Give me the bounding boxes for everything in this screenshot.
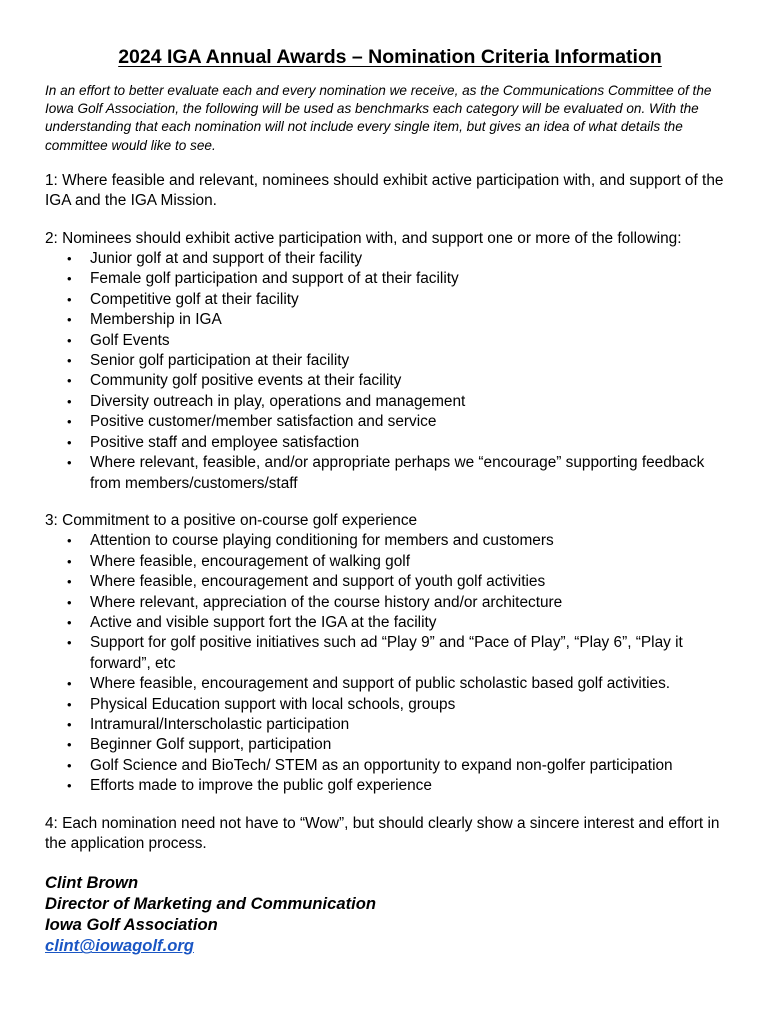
bullet-item: [67, 735, 735, 755]
signature-organization: Iowa Golf Association: [45, 915, 218, 935]
bullet-item: [67, 310, 735, 330]
bullet-dot-icon: •: [67, 271, 72, 287]
bullet-text: Beginner Golf support, participation: [90, 736, 332, 754]
bullet-dot-icon: •: [67, 455, 72, 471]
bullet-dot-icon: •: [67, 614, 72, 630]
criterion-bullet-list: [45, 531, 735, 796]
bullet-text: Diversity outreach in play, operations and management: [90, 392, 466, 410]
bullet-item: [67, 433, 735, 453]
bullet-text: Golf Science and BioTech/ STEM as an opportunity to expand non-golfer participation: [90, 756, 673, 774]
bullet-text: Where feasible, encouragement and support of youth golf activities: [90, 573, 546, 591]
bullet-dot-icon: •: [67, 373, 72, 389]
bullet-item: [67, 392, 735, 412]
bullet-dot-icon: •: [67, 353, 72, 369]
bullet-item: [67, 371, 735, 391]
criterion-section: [45, 229, 735, 494]
bullet-dot-icon: •: [67, 332, 72, 348]
bullet-item: [67, 331, 735, 351]
bullet-item: [67, 412, 735, 432]
bullet-text: Where relevant, appreciation of the course history and/or architecture: [90, 593, 563, 611]
bullet-dot-icon: •: [67, 574, 72, 590]
bullet-dot-icon: •: [67, 251, 72, 267]
document-page: [45, 44, 735, 956]
signature-name: Clint Brown: [45, 873, 139, 893]
criterion-section: [45, 511, 735, 797]
bullet-text: Efforts made to improve the public golf experience: [90, 777, 432, 795]
criterion-text: 1: Where feasible and relevant, nominees should exhibit active participation with, and support of the IGA and the IGA Mission.: [45, 171, 724, 210]
bullet-dot-icon: •: [67, 716, 72, 732]
bullet-text: Attention to course playing conditioning for members and customers: [90, 532, 554, 550]
bullet-text: Where relevant, feasible, and/or appropriate perhaps we “encourage” supporting feedback from members/customers/staff: [90, 454, 705, 492]
bullet-text: Physical Education support with local schools, groups: [90, 695, 456, 713]
bullet-item: [67, 290, 735, 310]
bullet-item: [67, 249, 735, 269]
bullet-item: [67, 572, 735, 592]
bullet-item: [67, 351, 735, 371]
bullet-item: [67, 674, 735, 694]
bullet-dot-icon: •: [67, 635, 72, 651]
bullet-dot-icon: •: [67, 757, 72, 773]
bullet-dot-icon: •: [67, 778, 72, 794]
bullet-item: [67, 552, 735, 572]
bullet-item: [67, 776, 735, 796]
bullet-item: [67, 715, 735, 735]
bullet-dot-icon: •: [67, 291, 72, 307]
bullet-item: [67, 633, 735, 674]
bullet-dot-icon: •: [67, 533, 72, 549]
criterion-bullet-list: [45, 249, 735, 494]
bullet-item: [67, 453, 735, 494]
intro-paragraph: In an effort to better evaluate each and every nomination we receive, as the Communications Committee of the Iowa Golf Association, the following will be used as benchmarks each category will be evaluated on. With the understanding that each nomination will not include every single item, but gives an idea of what details the committee would like to see.: [45, 83, 712, 153]
bullet-dot-icon: •: [67, 676, 72, 692]
document-title: 2024 IGA Annual Awards – Nomination Criteria Information: [118, 46, 662, 68]
bullet-dot-icon: •: [67, 696, 72, 712]
bullet-dot-icon: •: [67, 393, 72, 409]
criteria-list: [45, 171, 735, 855]
bullet-dot-icon: •: [67, 553, 72, 569]
criterion-text: 3: Commitment to a positive on-course golf experience: [45, 511, 418, 529]
bullet-text: Competitive golf at their facility: [90, 290, 299, 308]
bullet-dot-icon: •: [67, 434, 72, 450]
bullet-item: [67, 756, 735, 776]
criterion-section: [45, 171, 735, 212]
bullet-item: [67, 695, 735, 715]
bullet-dot-icon: •: [67, 737, 72, 753]
bullet-text: Positive staff and employee satisfaction: [90, 433, 360, 451]
signature-role: Director of Marketing and Communication: [45, 894, 376, 914]
bullet-dot-icon: •: [67, 594, 72, 610]
bullet-text: Community golf positive events at their facility: [90, 372, 402, 390]
bullet-text: Where feasible, encouragement of walking golf: [90, 552, 410, 570]
signature-block: [45, 872, 735, 956]
bullet-item: [67, 531, 735, 551]
bullet-item: [67, 269, 735, 289]
bullet-item: [67, 593, 735, 613]
criterion-section: [45, 814, 735, 855]
bullet-text: Junior golf at and support of their facility: [90, 250, 363, 268]
bullet-text: Intramural/Interscholastic participation: [90, 715, 350, 733]
bullet-text: Senior golf participation at their facility: [90, 352, 350, 370]
criterion-text: 2: Nominees should exhibit active participation with, and support one or more of the following:: [45, 229, 682, 247]
bullet-text: Golf Events: [90, 331, 170, 349]
bullet-text: Female golf participation and support of at their facility: [90, 270, 459, 288]
bullet-text: Positive customer/member satisfaction and service: [90, 413, 437, 431]
bullet-text: Membership in IGA: [90, 311, 222, 329]
criterion-text: 4: Each nomination need not have to “Wow”, but should clearly show a sincere interest and effort in the application process.: [45, 814, 720, 852]
bullet-item: [67, 613, 735, 633]
bullet-text: Support for golf positive initiatives such ad “Play 9” and “Pace of Play”, “Play 6”, “Play it forward”, etc: [90, 634, 683, 672]
bullet-text: Where feasible, encouragement and support of public scholastic based golf activities.: [90, 675, 671, 693]
bullet-text: Active and visible support fort the IGA at the facility: [90, 613, 437, 631]
bullet-dot-icon: •: [67, 414, 72, 430]
bullet-dot-icon: •: [67, 312, 72, 328]
signature-email-link[interactable]: clint@iowagolf.org: [45, 936, 194, 956]
